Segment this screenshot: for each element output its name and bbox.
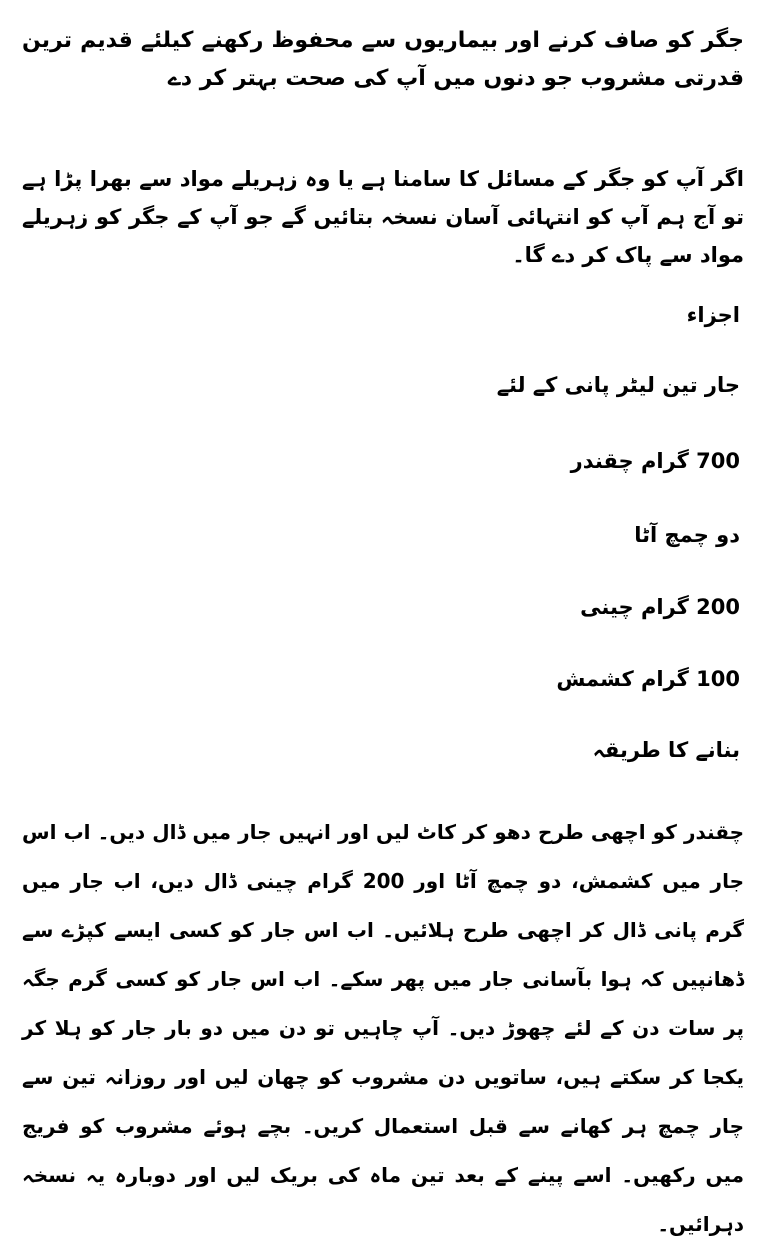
method-heading: بنانے کا طریقہ <box>592 738 740 762</box>
ingredients-heading: اجزاء <box>686 303 740 327</box>
ingredient-item-water-jar: جار تین لیٹر پانی کے لئے <box>496 373 740 397</box>
ingredient-item-beetroot: 700 گرام چقندر <box>570 449 740 473</box>
ingredient-item-flour: دو چمچ آٹا <box>634 523 740 547</box>
intro-paragraph: اگر آپ کو جگر کے مسائل کا سامنا ہے یا وہ زہریلے مواد سے بھرا پڑا ہے تو آج ہم آپ کو انتہائی آسان نسخہ بتائیں گے جو آپ کے جگر کو زہریلے مواد سے پاک کر دے گا۔ <box>22 167 744 267</box>
ingredient-item-sugar: 200 گرام چینی <box>580 595 740 619</box>
ingredient-item-raisins: 100 گرام کشمش <box>556 667 740 691</box>
article-title: جگر کو صاف کرنے اور بیماریوں سے محفوظ رکھنے کیلئے قدیم ترین قدرتی مشروب جو دنوں میں آپ کی صحت بہتر کر دے <box>22 28 744 91</box>
method-paragraph: چقندر کو اچھی طرح دھو کر کاٹ لیں اور انہیں جار میں ڈال دیں۔ اب اس جار میں کشمش، دو چمچ آٹا اور 200 گرام چینی ڈال دیں، اب جار میں گرم پانی ڈال کر اچھی طرح ہلائیں۔ اب اس جار کو کسی ایسے کپڑے سے ڈھانپیں کہ ہوا بآسانی جار میں پھر سکے۔ اب اس جار کو کسی گرم جگہ پر سات دن کے لئے چھوڑ دیں۔ آپ چاہیں تو دن میں دو بار جار کو ہلا کر یکجا کر سکتے ہیں، ساتویں دن مشروب کو چھان لیں اور روزانہ تین سے چار چمچ ہر کھانے سے قبل استعمال کریں۔ بچے ہوئے مشروب کو فریج میں رکھیں۔ اسے پینے کے بعد تین ماہ کی بریک لیں اور دوبارہ یہ نسخہ دہرائیں۔ <box>22 820 744 1236</box>
